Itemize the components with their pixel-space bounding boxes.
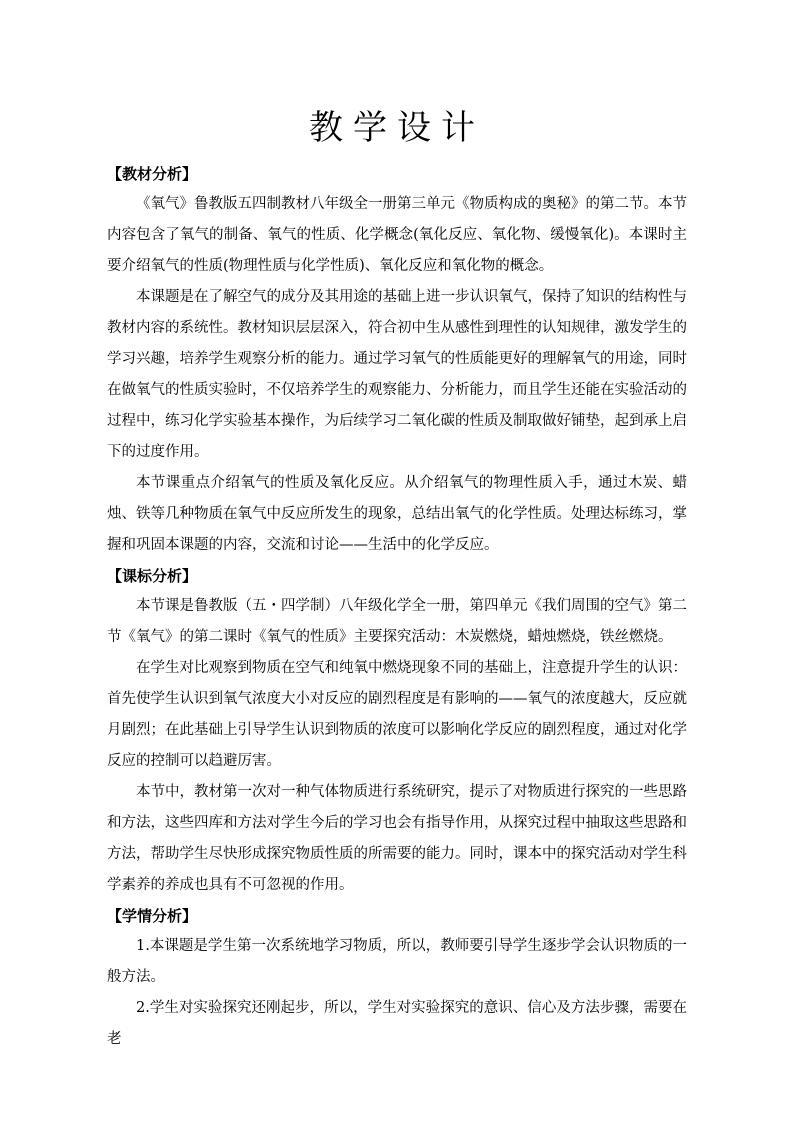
document-body <box>107 159 687 1055</box>
paragraph: 本课题是在了解空气的成分及其用途的基础上进一步认识氧气，保持了知识的结构性与教材内容的系统性。教材知识层层深入，符合初中生从感性到理性的认知规律，激发学生的学习兴趣，培养学生观察分析的能力。通过学习氧气的性质能更好的理解氧气的用途，同时在做氧气的性质实验时，不仅培养学生的观察能力、分析能力，而且学生还能在实验活动的过程中，练习化学实验基本操作，为后续学习二氧化碳的性质及制取做好铺垫，起到承上启下的过度作用。 <box>107 289 687 460</box>
section-heading: 【课标分析】 <box>107 567 198 585</box>
paragraph: 本节课重点介绍氧气的性质及氧化反应。从介绍氧气的物理性质入手，通过木炭、蜡烛、铁等几种物质在氧气中反应所发生的现象，总结出氧气的化学性质。处理达标练习，掌握和巩固本课题的内容，交流和讨论——生活中的化学反应。 <box>107 475 687 553</box>
paragraph: 本节中，教材第一次对一种气体物质进行系统研究，提示了对物质进行探究的一些思路和方法，这些四库和方法对学生今后的学习也会有指导作用，从探究过程中抽取这些思路和方法，帮助学生尽快形成探究物质性质的所需要的能力。同时，课本中的探究活动对学生科学素养的养成也具有不可忽视的作用。 <box>107 784 687 893</box>
section-textbook-analysis <box>107 159 687 561</box>
section-curriculum-analysis <box>107 561 687 901</box>
paragraph: 2.学生对实验探究还刚起步，所以，学生对实验探究的意识、信心及方法步骤，需要在老 <box>107 1000 687 1047</box>
paragraph: 1.本课题是学生第一次系统地学习物质，所以，教师要引导学生逐步学会认识物质的一般方法。 <box>107 938 687 985</box>
page-title: 教学设计 <box>309 108 485 148</box>
paragraph: 本节课是鲁教版（五・四学制）八年级化学全一册，第四单元《我们周围的空气》第二节《氧气》的第二课时《氧气的性质》主要探究活动：木炭燃烧，蜡烛燃烧，铁丝燃烧。 <box>107 598 687 645</box>
section-heading: 【教材分析】 <box>107 165 198 183</box>
section-heading: 【学情分析】 <box>107 907 198 925</box>
section-student-analysis <box>107 901 687 1055</box>
paragraph: 在学生对比观察到物质在空气和纯氧中燃烧现象不同的基础上，注意提升学生的认识：首先使学生认识到氧气浓度大小对反应的剧烈程度是有影响的——氧气的浓度越大，反应就月剧烈；在此基础上引导学生认识到物质的浓度可以影响化学反应的剧烈程度，通过对化学反应的控制可以趋避厉害。 <box>107 660 687 769</box>
paragraph: 《氧气》鲁教版五四制教材八年级全一册第三单元《物质构成的奥秘》的第二节。本节内容包含了氧气的制备、氧气的性质、化学概念(氧化反应、氧化物、缓慢氧化)。本课时主要介绍氧气的性质(物理性质与化学性质)、氧化反应和氧化物的概念。 <box>107 196 687 274</box>
